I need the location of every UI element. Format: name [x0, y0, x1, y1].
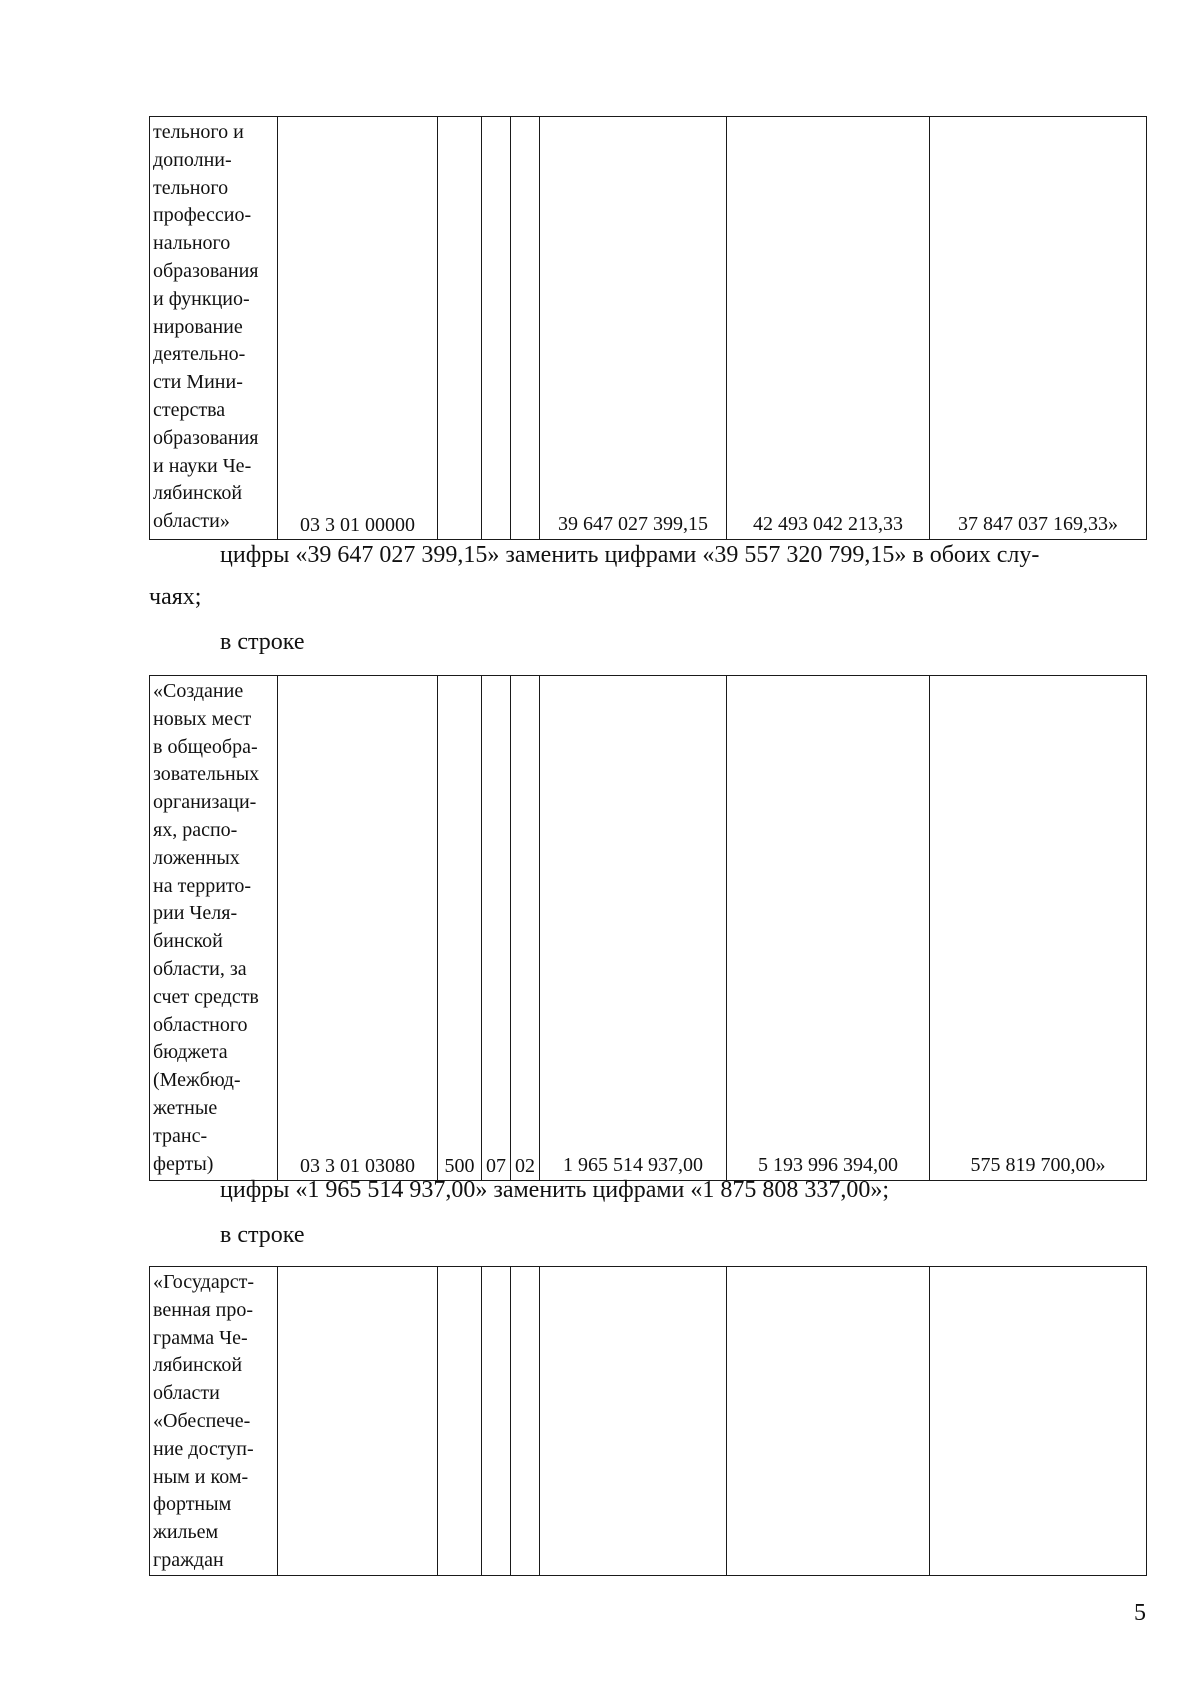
replacement-paragraph-1-cont: чаях; [149, 584, 202, 610]
amount-year-1 [540, 1267, 727, 1576]
amount-year-3 [930, 1267, 1147, 1576]
row-name-cell: тельного и дополни- тельного профессио- нального образования и функцио- нирование деятельно- сти Мини- стерства образования и науки Че- лябинской области» [150, 117, 278, 540]
budget-table-1 [149, 116, 1147, 540]
in-row-label-1: в строке [220, 629, 305, 655]
table-row [150, 676, 1147, 1181]
amount-year-2: 5 193 996 394,00 [727, 676, 930, 1181]
amount-year-1: 39 647 027 399,15 [540, 117, 727, 540]
row-name-cell: «Создание новых мест в общеобра- зовательных организаци- ях, распо- ложенных на террито- рии Челя- бинской области, за счет средств областного бюджета (Межбюд- жетные транс- ферты) [150, 676, 278, 1181]
target-article-code: 03 3 01 03080 [278, 676, 438, 1181]
replacement-paragraph-2: цифры «1 965 514 937,00» заменить цифрами «1 875 808 337,00»; [220, 1177, 890, 1203]
section-code [482, 117, 511, 540]
subsection-code: 02 [511, 676, 540, 1181]
section-code: 07 [482, 676, 511, 1181]
amount-year-1: 1 965 514 937,00 [540, 676, 727, 1181]
expense-type-code: 500 [438, 676, 482, 1181]
expense-type-code [438, 1267, 482, 1576]
replacement-paragraph-1: цифры «39 647 027 399,15» заменить цифрами «39 557 320 799,15» в обоих слу- [220, 542, 1040, 568]
amount-year-3: 37 847 037 169,33» [930, 117, 1147, 540]
in-row-label-2: в строке [220, 1222, 305, 1248]
table-row [150, 117, 1147, 540]
subsection-code [511, 117, 540, 540]
target-article-code [278, 1267, 438, 1576]
page-number: 5 [1134, 1600, 1146, 1626]
section-code [482, 1267, 511, 1576]
row-name-cell: «Государст- венная про- грамма Че- лябинской области «Обеспече- ние доступ- ным и ком- фортным жильем граждан [150, 1267, 278, 1576]
target-article-code: 03 3 01 00000 [278, 117, 438, 540]
amount-year-2 [727, 1267, 930, 1576]
subsection-code [511, 1267, 540, 1576]
amount-year-2: 42 493 042 213,33 [727, 117, 930, 540]
budget-table-3 [149, 1266, 1147, 1576]
budget-table-2 [149, 675, 1147, 1181]
amount-year-3: 575 819 700,00» [930, 676, 1147, 1181]
expense-type-code [438, 117, 482, 540]
table-row [150, 1267, 1147, 1576]
